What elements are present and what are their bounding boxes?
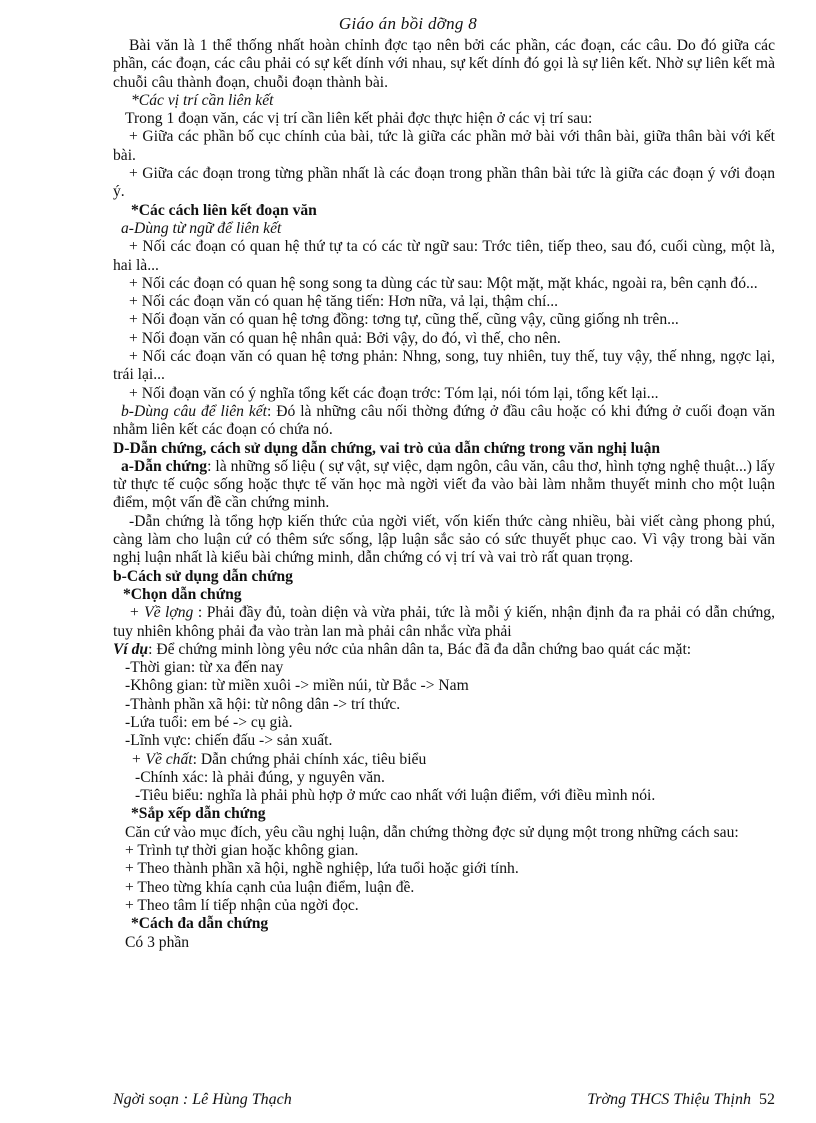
list-item: + Trình tự thời gian hoặc không gian. bbox=[125, 842, 359, 860]
list-item: -Không gian: từ miền xuôi -> miền núi, từ Bắc -> Nam bbox=[125, 677, 469, 695]
list-item: -Chính xác: là phải đúng, y nguyên văn. bbox=[135, 768, 385, 786]
paragraph: Trong 1 đoạn văn, các vị trí cần liên kết phải đợc thực hiện ở các vị trí sau: bbox=[125, 110, 593, 128]
inline-text: : Dẫn chứng phải chính xác, tiêu biểu bbox=[192, 750, 427, 768]
inline-label: Ví dụ bbox=[113, 640, 149, 658]
inline-label: + Về chất bbox=[131, 750, 193, 768]
section-heading: b-Cách sử dụng dẫn chứng bbox=[113, 567, 293, 585]
list-item: + Theo từng khía cạnh của luận điểm, luận đề. bbox=[125, 878, 415, 896]
subsection-heading: *Chọn dẫn chứng bbox=[123, 585, 242, 603]
inline-text: : Phải đầy đủ, toàn diện và vừa phải, tức là mỗi ý kiến, nhận định đa ra phải có dẫn chứng, tuy nhiên không phải đa vào tràn lan mà phải cân nhắc vừa phải bbox=[113, 604, 776, 640]
page-header: Giáo án bồi dỡng 8 bbox=[338, 14, 478, 33]
paragraph: + Nối đoạn văn có quan hệ tơng đồng: tơng tự, cũng thế, cũng vậy, cũng giống nh trên... bbox=[129, 311, 679, 329]
paragraph bbox=[113, 641, 775, 659]
paragraph: Có 3 phần bbox=[125, 933, 190, 951]
footer-school: Trờng THCS Thiệu Thịnh bbox=[587, 1091, 751, 1108]
inline-text: : là những số liệu ( sự vật, sự việc, dạm ngôn, câu văn, câu thơ, hình tợng nghệ thuật...) lấy từ thực tế cuộc sống hoặc thực tế văn học mà ngời viết đa vào bài làm nhằm thuyết minh cho một luận điểm, một vấn đề cần chứng minh. bbox=[113, 457, 775, 512]
inline-text: : Đó là những câu nối thờng đứng ở đầu câu hoặc có khi đứng ở cuối đoạn văn nhằm liên kết các đoạn có chứa nó. bbox=[113, 402, 776, 439]
list-item: -Thành phần xã hội: từ nông dân -> trí thức. bbox=[125, 695, 401, 713]
paragraph: + Nối đoạn văn có ý nghĩa tổng kết các đoạn trớc: Tóm lại, nói tóm lại, tổng kết lại... bbox=[129, 384, 659, 402]
subsection-heading: *Sắp xếp dẫn chứng bbox=[131, 805, 266, 823]
footer-author: Ngời soạn : Lê Hùng Thạch bbox=[113, 1091, 292, 1108]
inline-label: b-Dùng câu để liên kết bbox=[121, 402, 268, 420]
paragraph: + Giữa các phần bố cục chính của bài, tức là giữa các phần mở bài với thân bài, giữa thân bài với kết bài. bbox=[113, 128, 775, 164]
list-item: + Theo tâm lí tiếp nhận của ngời đọc. bbox=[125, 896, 359, 914]
paragraph: Bài văn là 1 thể thống nhất hoàn chỉnh đợc tạo nên bởi các phần, các đoạn, các câu. Do đó giữa các phần, các đoạn, các câu phải có sự kết dính với nhau, sự kết dính đó gọi là sự liên kết. Nhờ sự liên kết mà chuỗi câu thành đoạn, chuỗi đoạn thành bài. bbox=[113, 37, 775, 91]
subsection-heading: a-Dùng từ ngữ để liên kết bbox=[121, 219, 282, 237]
paragraph: + Nối các đoạn văn có quan hệ tơng phản: Nhng, song, tuy nhiên, tuy thế, tuy vậy, thế nhng, ngợc lại, trái lại... bbox=[113, 348, 775, 384]
subsection-heading: *Cách đa dẫn chứng bbox=[131, 915, 269, 933]
list-item: -Lĩnh vực: chiến đấu -> sản xuất. bbox=[125, 732, 333, 750]
inline-label: a-Dẫn chứng bbox=[121, 457, 208, 475]
section-heading: *Các vị trí cần liên kết bbox=[131, 91, 274, 109]
paragraph: + Giữa các đoạn trong từng phần nhất là các đoạn trong phần thân bài tức là giữa các đoạn ý với đoạn ý. bbox=[113, 165, 775, 201]
footer-school-and-page bbox=[587, 1091, 775, 1109]
list-item: + Theo thành phần xã hội, nghề nghiệp, lứa tuổi hoặc giới tính. bbox=[125, 860, 519, 878]
paragraph bbox=[113, 751, 775, 769]
page-content bbox=[113, 37, 775, 952]
paragraph bbox=[113, 458, 775, 513]
paragraph bbox=[113, 604, 775, 641]
page-number: 52 bbox=[759, 1091, 775, 1108]
list-item: -Tiêu biểu: nghĩa là phải phù hợp ở mức cao nhất với luận điểm, với điều mình nói. bbox=[135, 787, 656, 805]
paragraph: + Nối đoạn văn có quan hệ nhân quả: Bởi vậy, do đó, vì thế, cho nên. bbox=[129, 329, 561, 347]
list-item: -Lứa tuổi: em bé -> cụ già. bbox=[125, 713, 293, 731]
section-heading: D-Dẫn chứng, cách sử dụng dẫn chứng, vai trò của dẫn chứng trong văn nghị luận bbox=[113, 439, 661, 457]
paragraph: Căn cứ vào mục đích, yêu cầu nghị luận, dẫn chứng thờng đợc sử dụng một trong những cách sau: bbox=[125, 823, 739, 841]
paragraph: + Nối các đoạn có quan hệ song song ta dùng các từ sau: Một mặt, mặt khác, ngoài ra, bên cạnh đó... bbox=[129, 274, 758, 292]
list-item: -Thời gian: từ xa đến nay bbox=[125, 659, 284, 677]
paragraph: -Dẫn chứng là tổng hợp kiến thức của ngời viết, vốn kiến thức càng nhiều, bài viết càng phong phú, càng làm cho luận cứ có thêm sức sống, lập luận sắc sảo có sức thuyết phục cao. Vì vậy trong bài văn nghị luận nhất là kiểu bài chứng minh, dẫn chứng có vị trí và vai trò rất quan trọng. bbox=[113, 512, 775, 567]
paragraph bbox=[113, 403, 775, 440]
section-heading: *Các cách liên kết đoạn văn bbox=[131, 201, 317, 219]
paragraph: + Nối các đoạn có quan hệ thứ tự ta có các từ ngữ sau: Trớc tiên, tiếp theo, sau đó, cuối cùng, một là, hai là... bbox=[113, 238, 775, 274]
paragraph: + Nối các đoạn văn có quan hệ tăng tiến: Hơn nữa, vả lại, thậm chí... bbox=[129, 293, 559, 311]
inline-label: + Về lợng bbox=[129, 604, 194, 622]
inline-text: : Để chứng minh lòng yêu nớc của nhân dân ta, Bác đã đa dẫn chứng bao quát các mặt: bbox=[148, 640, 692, 658]
